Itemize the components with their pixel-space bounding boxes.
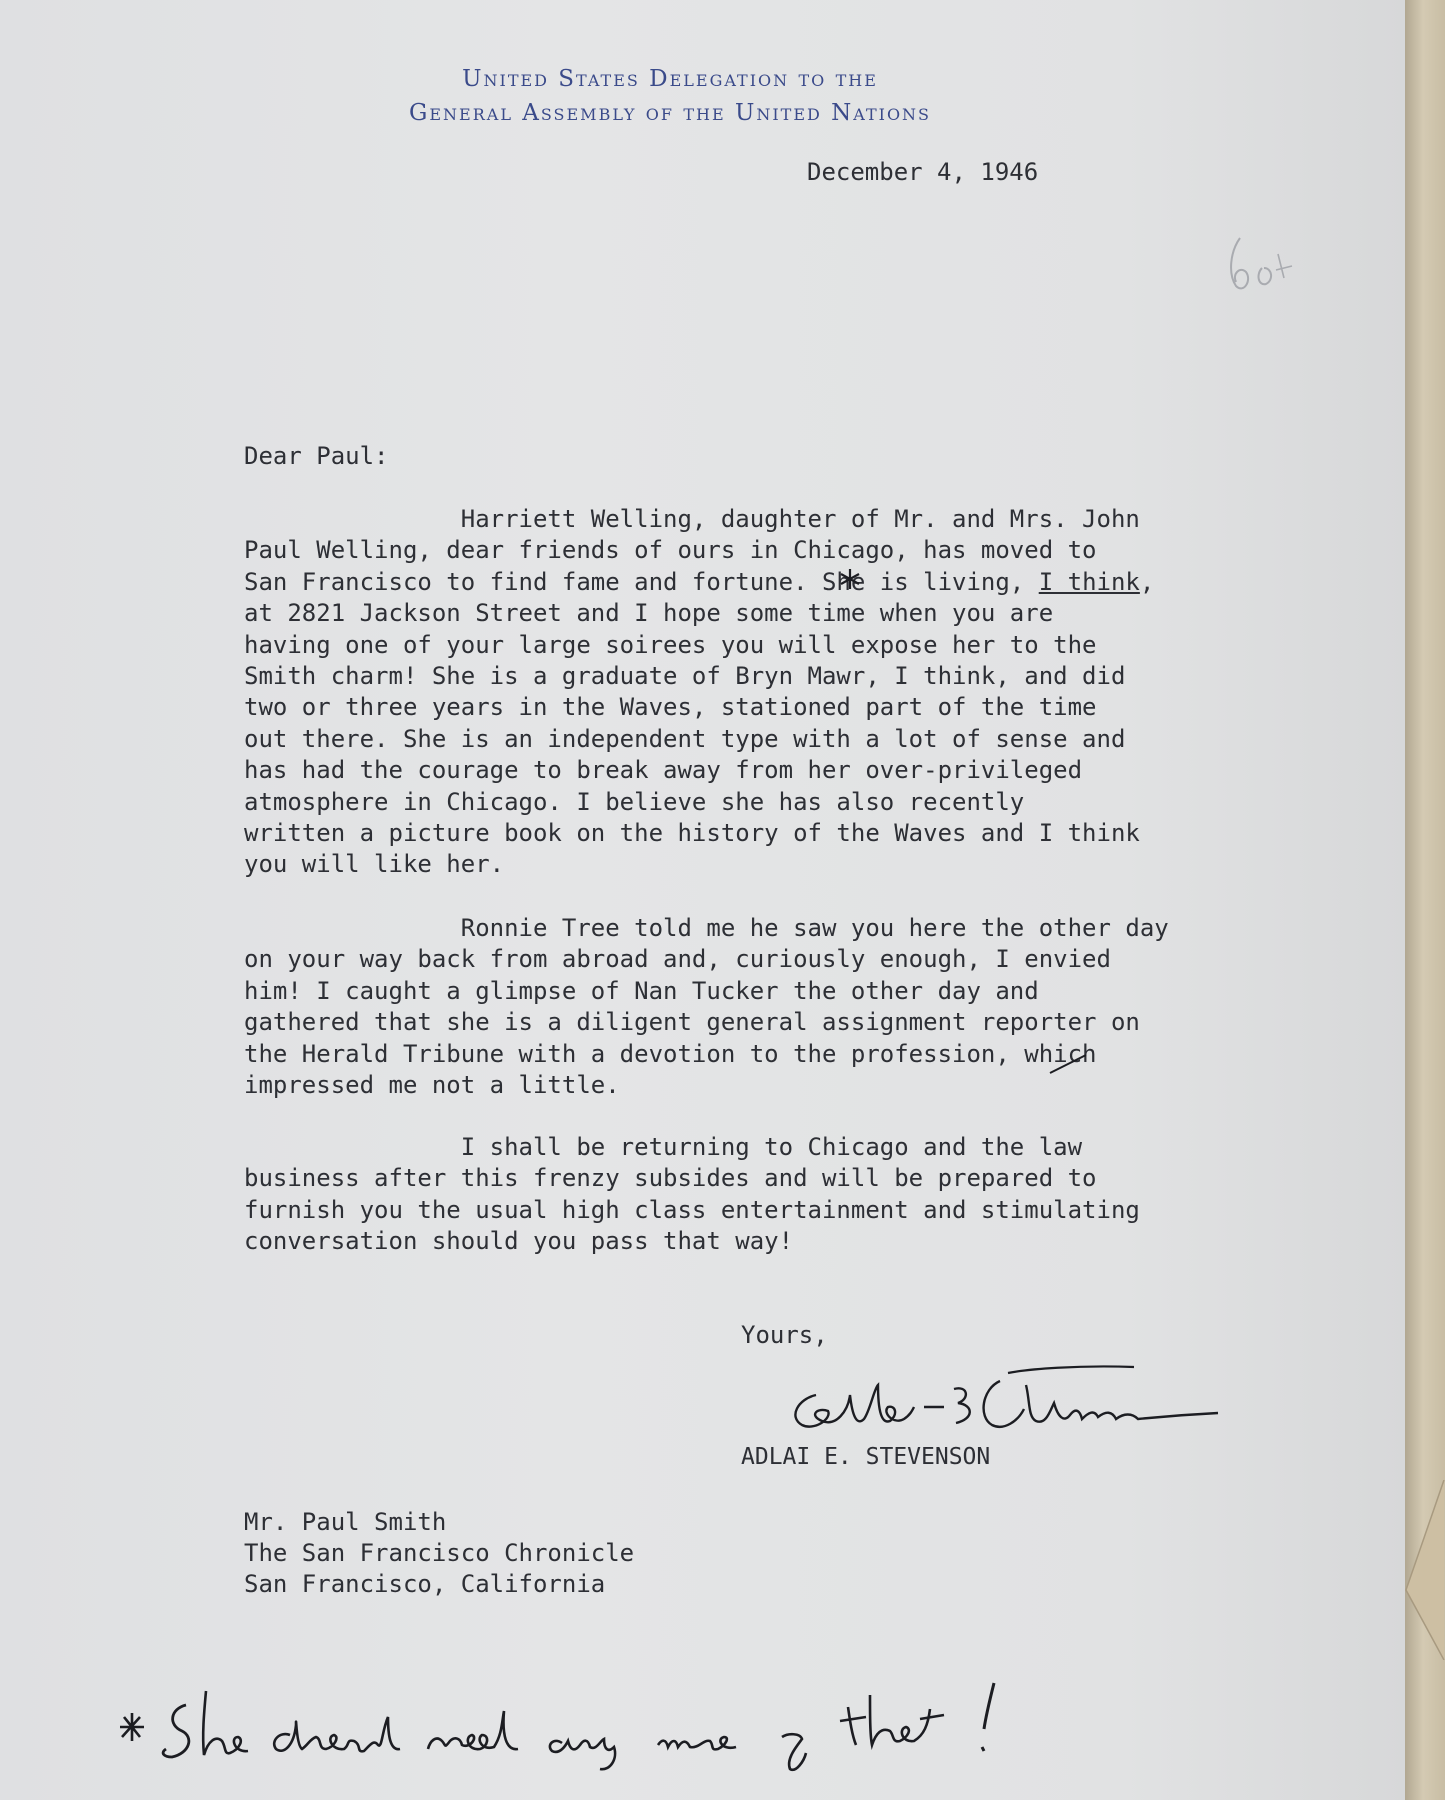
pencil-note-mark [1222, 230, 1302, 300]
paragraph-line: out there. She is an independent type with a lot of sense and [244, 724, 1126, 753]
paragraph-line: furnish you the usual high class entertainment and stimulating [244, 1195, 1140, 1224]
folded-paper-edge [1400, 1480, 1445, 1660]
handwritten-asterisk-icon [838, 567, 862, 591]
paragraph-line: Paul Welling, dear friends of ours in Chicago, has moved to [244, 536, 1097, 565]
trailing-comma: , [1139, 567, 1155, 596]
recipient-name: Mr. Paul Smith [244, 1508, 447, 1536]
handwritten-postscript [110, 1665, 1040, 1775]
paragraph-line-text: San Francisco to find fame and fortune. She is living, [244, 567, 1039, 596]
paragraph-line: has had the courage to break away from her over-privileged [244, 756, 1083, 785]
underlined-phrase: I think [1038, 567, 1140, 596]
paragraph-line: him! I caught a glimpse of Nan Tucker the other day and [244, 976, 1039, 1005]
recipient-location: San Francisco, California [244, 1570, 606, 1598]
paragraph-line: Smith charm! She is a graduate of Bryn Mawr, I think, and did [244, 661, 1126, 690]
paragraph-3 [244, 1132, 1264, 1258]
recipient-organization: The San Francisco Chronicle [244, 1539, 635, 1567]
letter-date: December 4, 1946 [807, 158, 1039, 186]
paragraph-line [244, 567, 1264, 598]
paragraph-line: having one of your large soirees you will expose her to the [244, 630, 1097, 659]
closing: Yours, [741, 1321, 828, 1349]
paragraph-line: atmosphere in Chicago. I believe she has also recently [244, 787, 1025, 816]
letterhead-line-1: United States Delegation to the [462, 66, 878, 92]
typed-signatory-name: ADLAI E. STEVENSON [741, 1444, 991, 1470]
paragraph-line: you will like her. [244, 850, 505, 879]
paragraph-line: I shall be returning to Chicago and the law [244, 1133, 1083, 1161]
paragraph-line: at 2821 Jackson Street and I hope some time when you are [244, 599, 1054, 628]
paragraph-line: gathered that she is a diligent general assignment reporter on [244, 1008, 1140, 1037]
letterhead-line-2: General Assembly of the United Nations [408, 100, 932, 126]
paragraph-line: conversation should you pass that way! [244, 1227, 794, 1256]
paragraph-line: impressed me not a little. [244, 1070, 620, 1099]
salutation: Dear Paul: [244, 442, 389, 470]
paragraph-line: Ronnie Tree told me he saw you here the other day [244, 914, 1169, 942]
paragraph-line: two or three years in the Waves, stationed part of the time [244, 693, 1097, 722]
paragraph-2 [244, 913, 1264, 1101]
paragraph-line: Harriett Welling, daughter of Mr. and Mrs. John [244, 505, 1140, 533]
paragraph-line: the Herald Tribune with a devotion to the profession, which [244, 1039, 1097, 1068]
paragraph-line: on your way back from abroad and, curiously enough, I envied [244, 945, 1111, 974]
paragraph-line: business after this frenzy subsides and will be prepared to [244, 1164, 1097, 1193]
paragraph-1 [244, 504, 1264, 881]
handwritten-signature [778, 1355, 1238, 1450]
handwritten-comma-correction-icon [1048, 1051, 1088, 1077]
paragraph-line: written a picture book on the history of the Waves and I think [244, 818, 1140, 847]
